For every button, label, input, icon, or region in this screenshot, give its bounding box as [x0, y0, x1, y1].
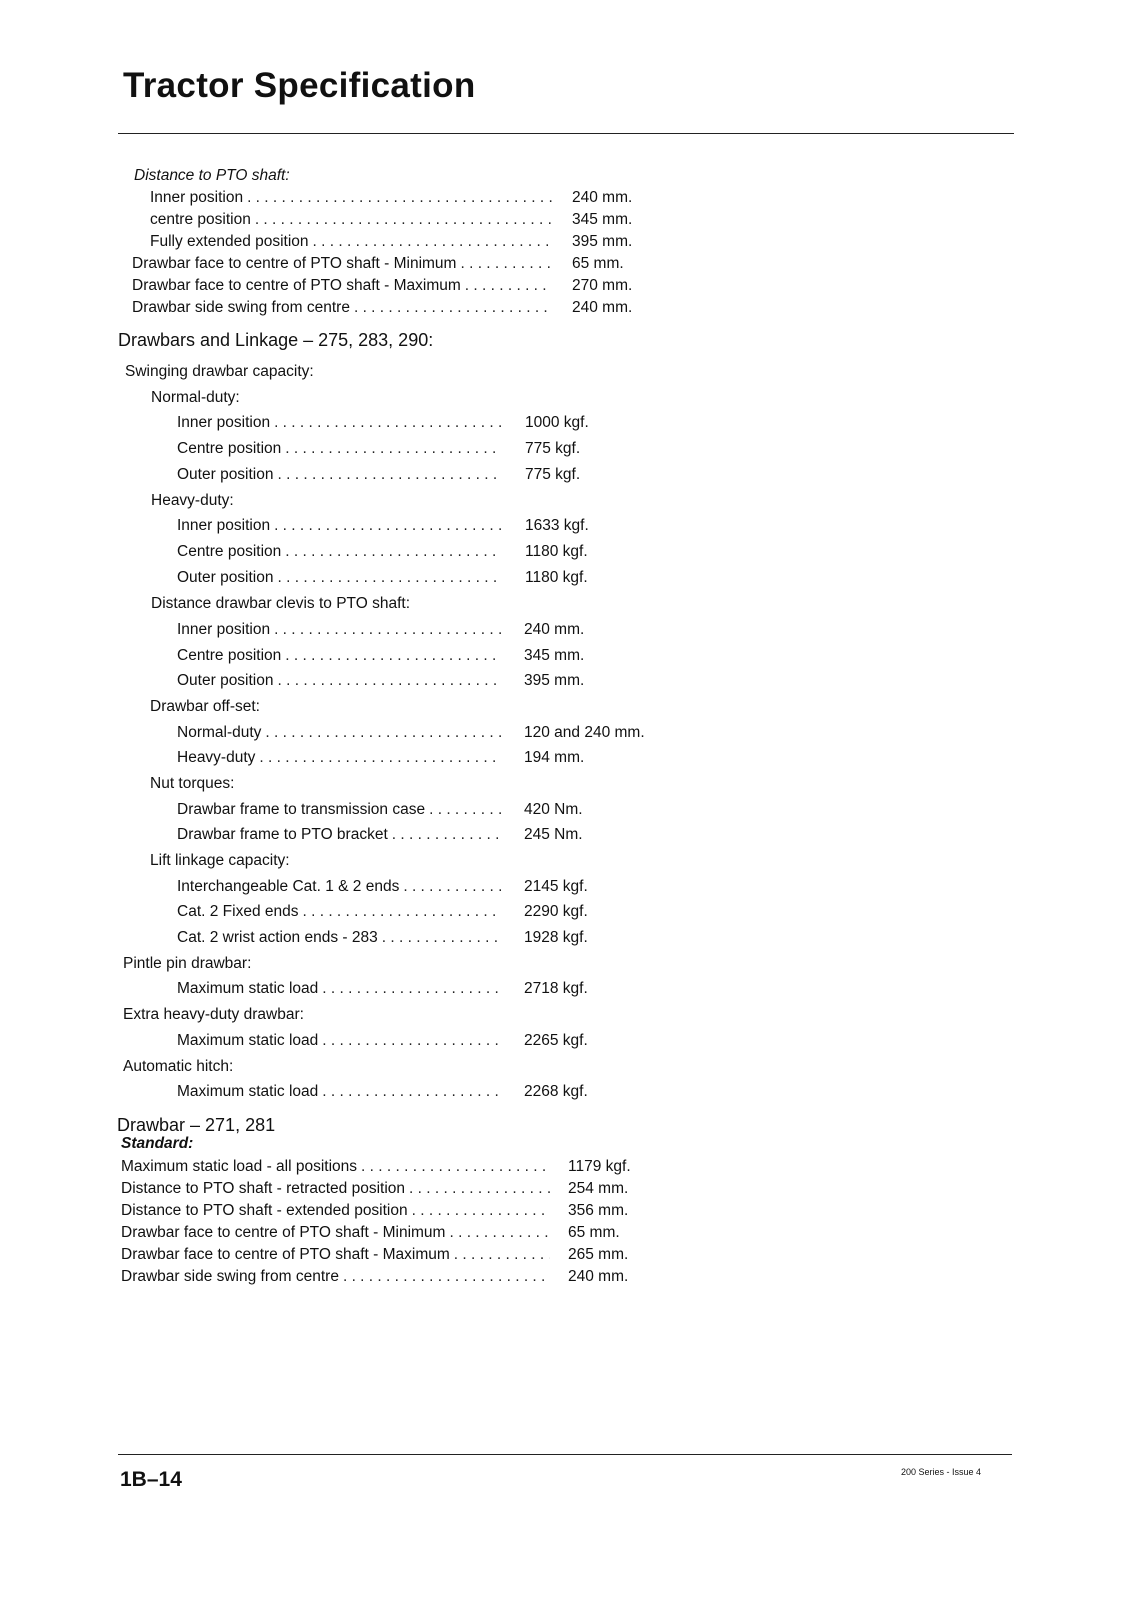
spec-value: 194 mm. — [524, 749, 585, 766]
spec-value: 240 mm. — [568, 1268, 629, 1285]
spec-row: Maximum static load . . . — [177, 1031, 505, 1051]
subsection-label: Normal-duty: — [151, 389, 240, 406]
page-title: Tractor Specification — [123, 66, 476, 105]
spec-row: Drawbar face to centre of PTO shaft - Minimum . . . — [132, 254, 556, 274]
spec-row: Distance to PTO shaft - retracted position . . . — [121, 1179, 554, 1199]
spec-row: Drawbar frame to PTO bracket . . . — [177, 825, 505, 845]
spec-value: 240 mm. — [524, 621, 585, 638]
spec-value: 254 mm. — [568, 1180, 629, 1197]
spec-value: 240 mm. — [572, 299, 633, 316]
spec-value: 775 kgf. — [525, 440, 581, 457]
spec-row: Outer position . . . — [177, 671, 505, 691]
subsection-label: Lift linkage capacity: — [150, 852, 290, 869]
subsection-label: Drawbar off-set: — [150, 698, 260, 715]
subsection-label: Heavy-duty: — [151, 492, 234, 509]
spec-row: Normal-duty . . . — [177, 723, 505, 743]
spec-value: 395 mm. — [524, 672, 585, 689]
spec-row: Fully extended position . . . — [150, 232, 556, 252]
spec-row: Centre position . . . — [177, 542, 505, 562]
spec-row: Centre position . . . — [177, 439, 505, 459]
spec-row: Outer position . . . — [177, 568, 505, 588]
spec-row: Drawbar frame to transmission case . . . — [177, 800, 505, 820]
spec-value: 2268 kgf. — [524, 1083, 588, 1100]
spec-value: 270 mm. — [572, 277, 633, 294]
spec-row: Interchangeable Cat. 1 & 2 ends . . . — [177, 877, 505, 897]
subsection-label: Swinging drawbar capacity: — [125, 363, 314, 380]
spec-value: 1180 kgf. — [525, 569, 588, 586]
spec-value: 2718 kgf. — [524, 980, 588, 997]
spec-value: 2265 kgf. — [524, 1032, 588, 1049]
subsection-label: Automatic hitch: — [123, 1058, 234, 1075]
spec-row: Inner position . . . — [177, 516, 509, 536]
spec-value: 65 mm. — [568, 1224, 620, 1241]
spec-value: 420 Nm. — [524, 801, 583, 818]
spec-row: centre position . . . — [150, 210, 556, 230]
section-heading: Drawbar – 271, 281 — [117, 1115, 276, 1135]
subsection-label: Nut torques: — [150, 775, 235, 792]
spec-row: Distance to PTO shaft - extended position . . . — [121, 1201, 554, 1221]
spec-value: 1180 kgf. — [525, 543, 588, 560]
pto-heading: Distance to PTO shaft: — [134, 167, 290, 184]
spec-value: 240 mm. — [572, 189, 633, 206]
spec-row: Drawbar face to centre of PTO shaft - Maximum . . . — [132, 276, 556, 296]
footer-rule — [118, 1454, 1012, 1455]
spec-value: 1000 kgf. — [525, 414, 589, 431]
spec-row: Drawbar face to centre of PTO shaft - Maximum . . . — [121, 1245, 554, 1265]
spec-row: Drawbar face to centre of PTO shaft - Minimum . . . — [121, 1223, 554, 1243]
spec-value: 395 mm. — [572, 233, 633, 250]
spec-row: Drawbar side swing from centre . . . — [121, 1267, 554, 1287]
spec-row: Cat. 2 Fixed ends . . . — [177, 902, 505, 922]
series-label: 200 Series - Issue 4 — [901, 1467, 982, 1477]
spec-value: 2290 kgf. — [524, 903, 588, 920]
spec-row: Inner position . . . — [177, 413, 505, 433]
spec-value: 345 mm. — [572, 211, 633, 228]
spec-value: 356 mm. — [568, 1202, 629, 1219]
subsection-label: Distance drawbar clevis to PTO shaft: — [151, 595, 411, 612]
subsection-label: Pintle pin drawbar: — [123, 955, 252, 972]
spec-value: 245 Nm. — [524, 826, 583, 843]
spec-row: Centre position . . . — [177, 646, 505, 666]
spec-row: Heavy-duty . . . — [177, 748, 505, 768]
spec-value: 265 mm. — [568, 1246, 629, 1263]
subsection-label: Extra heavy-duty drawbar: — [123, 1006, 304, 1023]
spec-row: Maximum static load - all positions . . . — [121, 1157, 554, 1177]
spec-value: 120 and 240 mm. — [524, 724, 645, 741]
spec-value: 2145 kgf. — [524, 878, 588, 895]
subsection-label: Standard: — [121, 1135, 194, 1152]
spec-row: Outer position . . . — [177, 465, 505, 485]
spec-row: Inner position . . . — [150, 188, 556, 208]
spec-value: 775 kgf. — [525, 466, 581, 483]
spec-row: Maximum static load . . . — [177, 979, 505, 999]
spec-row: Maximum static load . . . — [177, 1082, 505, 1102]
spec-row: Drawbar side swing from centre . . . — [132, 298, 556, 318]
spec-value: 1633 kgf. — [525, 517, 589, 534]
spec-row: Inner position . . . — [177, 620, 505, 640]
spec-value: 65 mm. — [572, 255, 624, 272]
spec-value: 1928 kgf. — [524, 929, 588, 946]
spec-value: 1179 kgf. — [568, 1158, 631, 1175]
spec-row: Cat. 2 wrist action ends - 283 . . . — [177, 928, 505, 948]
spec-value: 345 mm. — [524, 647, 585, 664]
page-number: 1B–14 — [120, 1468, 182, 1491]
section-heading: Drawbars and Linkage – 275, 283, 290: — [118, 330, 434, 350]
